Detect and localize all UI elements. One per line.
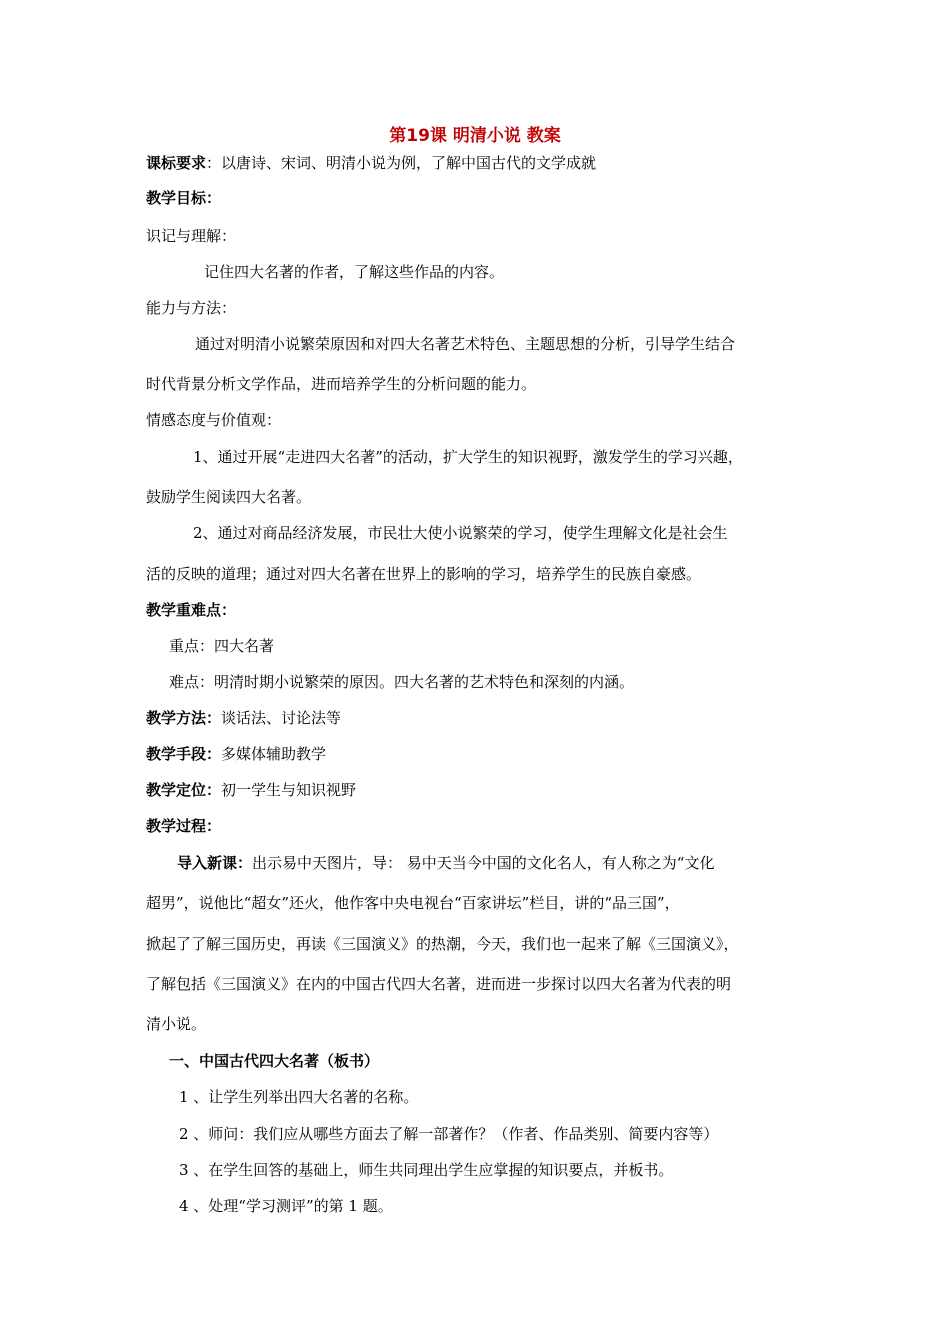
list-item-4: 4 、处理“学习测评”的第 1 题。 bbox=[179, 1197, 393, 1215]
teaching-means-label: 教学手段： bbox=[146, 745, 222, 763]
intro-line-5: 清小说。 bbox=[146, 1015, 207, 1033]
teaching-position bbox=[146, 779, 356, 801]
goal-memory-label: 识记与理解： bbox=[146, 227, 237, 245]
teaching-method-label: 教学方法： bbox=[146, 709, 222, 727]
goal-ability-text-1: 通过对明清小说繁荣原因和对四大名著艺术特色、主题思想的分析，引导学生结合 bbox=[195, 335, 736, 353]
list-item-1: 1 、让学生列举出四大名著的名称。 bbox=[179, 1088, 419, 1106]
section-one-heading: 一、中国古代四大名著（板书） bbox=[169, 1052, 380, 1070]
goal-memory-text: 记住四大名著的作者，了解这些作品的内容。 bbox=[204, 263, 505, 281]
curriculum-requirement-text: ：以唐诗、宋词、明清小说为例，了解中国古代的文学成就 bbox=[206, 154, 597, 172]
goal-attitude-p1-line2: 鼓励学生阅读四大名著。 bbox=[146, 488, 312, 506]
intro-line-4: 了解包括《三国演义》在内的中国古代四大名著，进而进一步探讨以四大名著为代表的明 bbox=[146, 975, 732, 993]
key-difficult-heading: 教学重难点： bbox=[146, 601, 237, 619]
intro-line-2: 超男”，说他比“超女”还火，他作客中央电视台“百家讲坛”栏目，讲的“品三国”， bbox=[146, 894, 680, 912]
goal-attitude-p2-line1: 2、通过对商品经济发展，市民壮大使小说繁荣的学习，使学生理解文化是社会生 bbox=[193, 524, 728, 542]
intro-text-1: 出示易中天图片，导： 易中天当今中国的文化名人，有人称之为“文化 bbox=[252, 854, 715, 872]
curriculum-requirement bbox=[146, 152, 596, 174]
teaching-goals-heading: 教学目标： bbox=[146, 189, 222, 207]
teaching-means bbox=[146, 743, 326, 765]
page-title: 第19课 明清小说 教案 bbox=[389, 126, 561, 146]
teaching-position-text: 初一学生与知识视野 bbox=[221, 781, 357, 799]
intro-label: 导入新课： bbox=[177, 854, 253, 872]
teaching-process-heading: 教学过程： bbox=[146, 817, 222, 835]
goal-ability-text-2: 时代背景分析文学作品，进而培养学生的分析问题的能力。 bbox=[146, 375, 537, 393]
intro-line-1 bbox=[177, 852, 714, 874]
list-item-3: 3 、在学生回答的基础上，师生共同理出学生应掌握的知识要点，并板书。 bbox=[179, 1161, 674, 1179]
teaching-means-text: 多媒体辅助教学 bbox=[221, 745, 327, 763]
goal-attitude-p2-line2: 活的反映的道理；通过对四大名著在世界上的影响的学习，培养学生的民族自豪感。 bbox=[146, 565, 702, 583]
difficult-point: 难点：明清时期小说繁荣的原因。四大名著的艺术特色和深刻的内涵。 bbox=[169, 673, 635, 691]
teaching-position-label: 教学定位： bbox=[146, 781, 222, 799]
goal-ability-label: 能力与方法： bbox=[146, 299, 237, 317]
list-item-2: 2 、师问：我们应从哪些方面去了解一部著作？（作者、作品类别、简要内容等） bbox=[179, 1125, 719, 1143]
teaching-method-text: 谈话法、讨论法等 bbox=[221, 709, 342, 727]
goal-attitude-p1-line1: 1、通过开展“走进四大名著”的活动，扩大学生的知识视野，激发学生的学习兴趣， bbox=[193, 448, 743, 466]
key-point: 重点：四大名著 bbox=[169, 637, 275, 655]
intro-line-3: 掀起了了解三国历史，再读《三国演义》的热潮，今天，我们也一起来了解《三国演义》， bbox=[146, 935, 739, 953]
curriculum-requirement-label: 课标要求 bbox=[146, 154, 207, 172]
teaching-method bbox=[146, 707, 341, 729]
goal-attitude-label: 情感态度与价值观： bbox=[146, 411, 282, 429]
